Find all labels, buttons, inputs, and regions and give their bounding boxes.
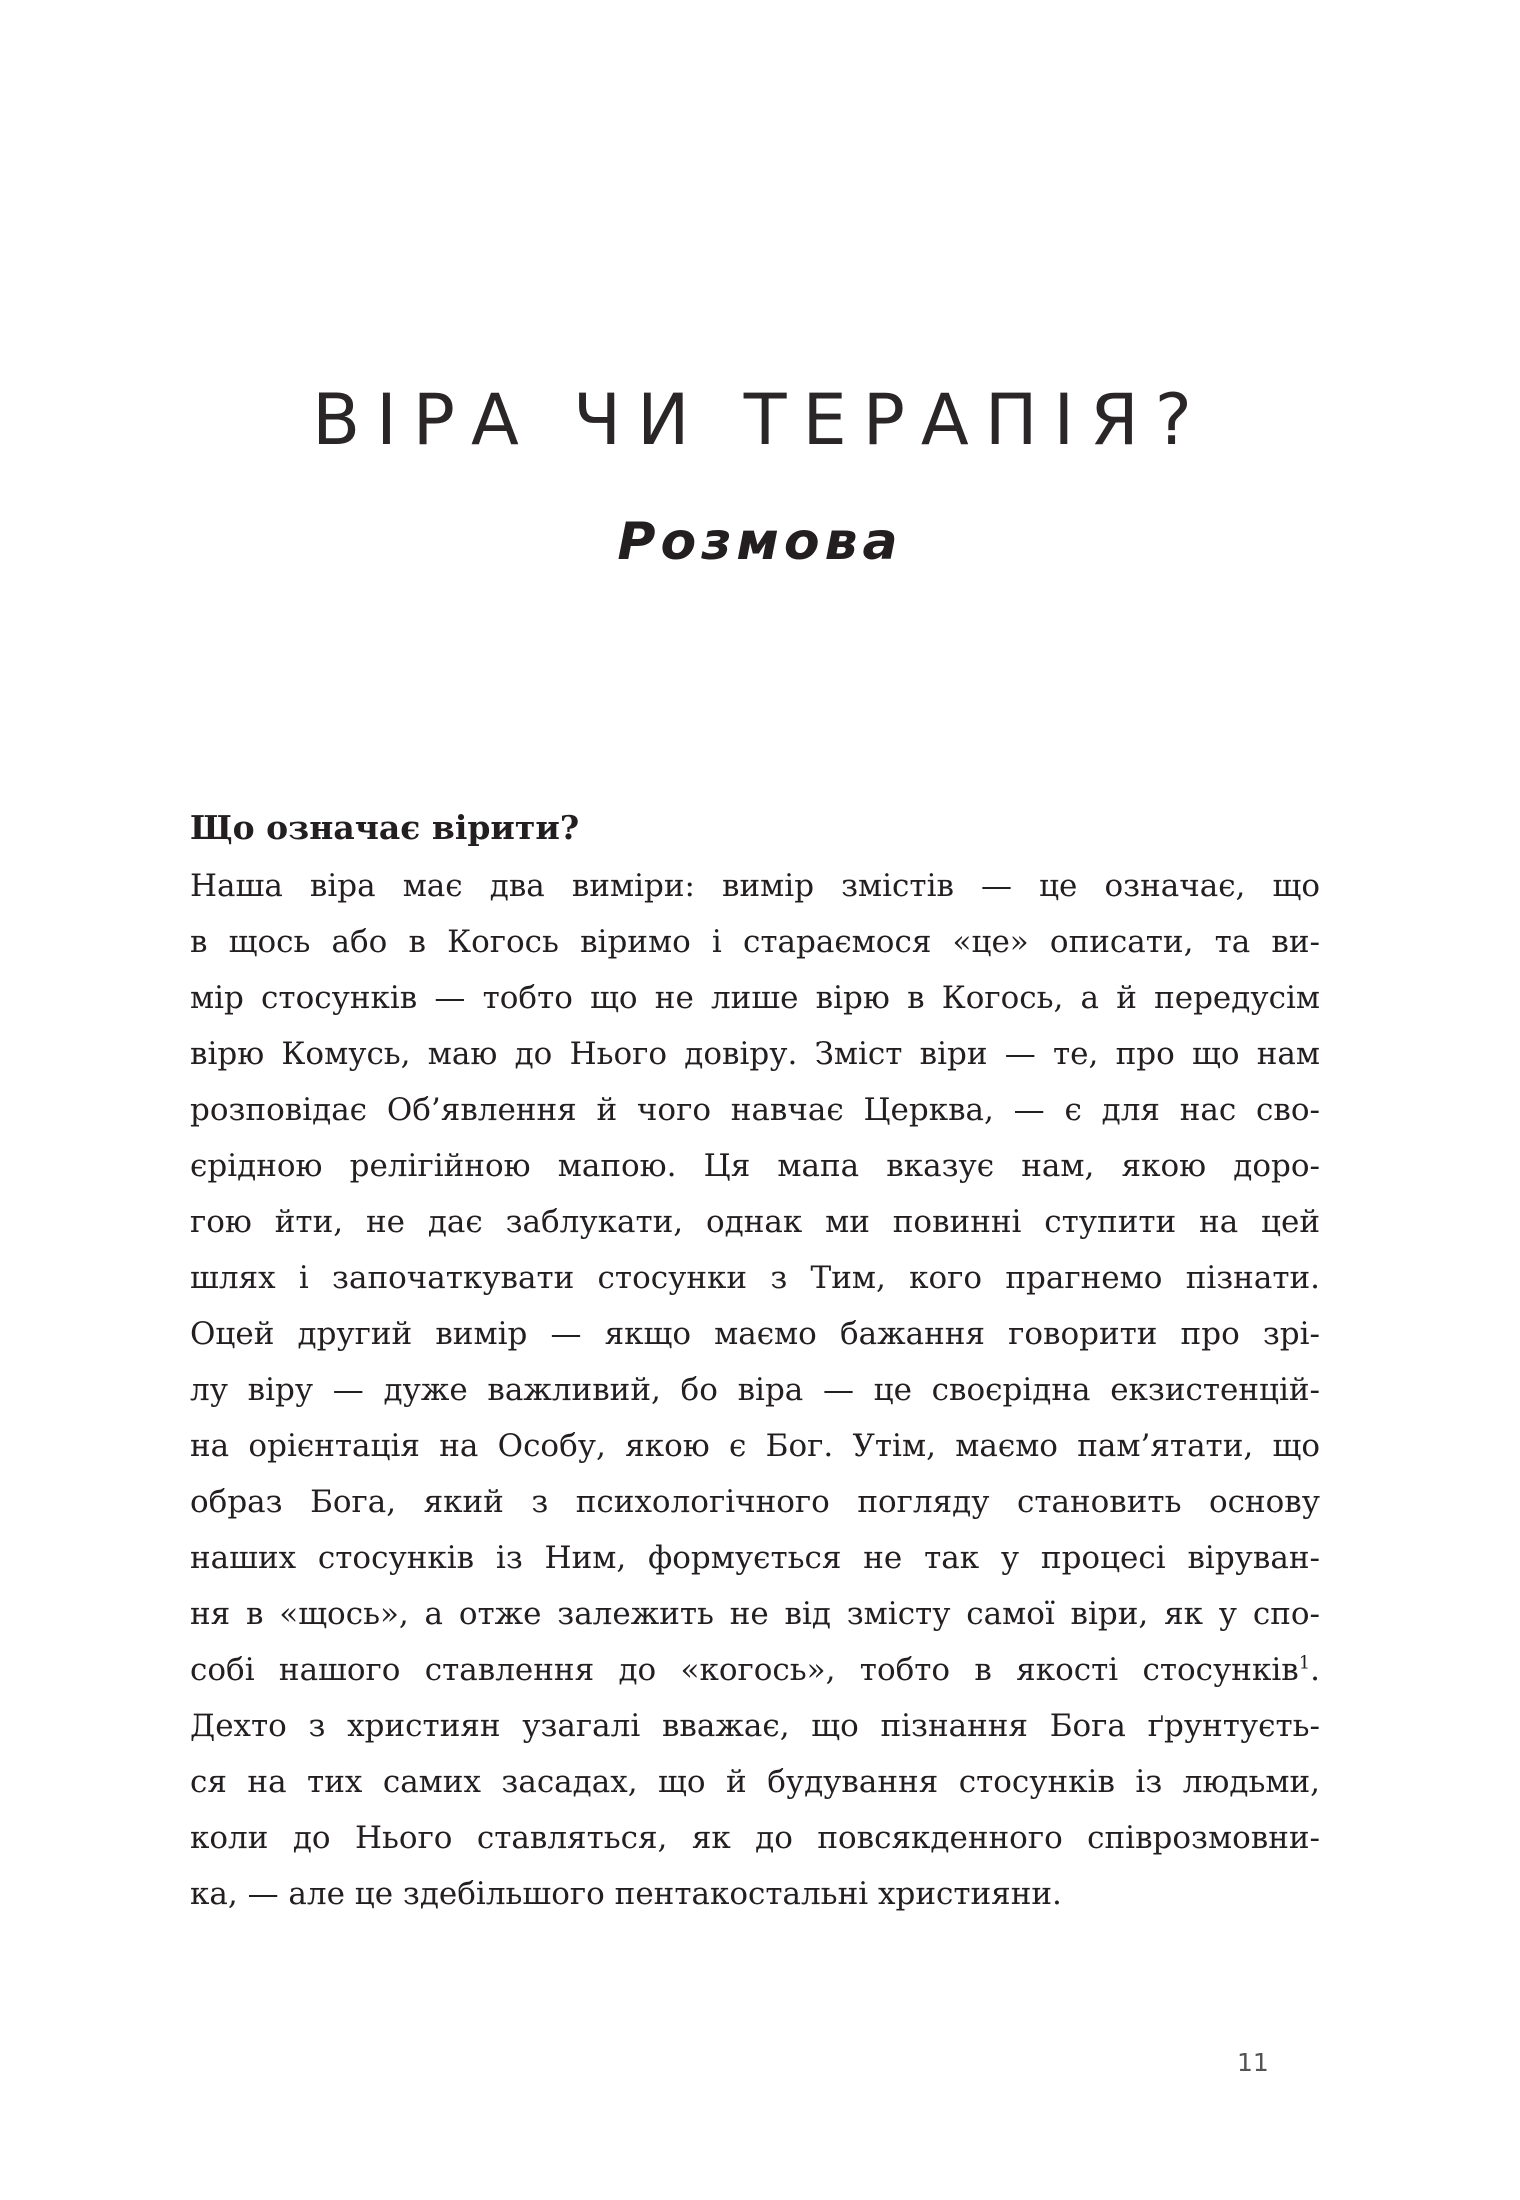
text-line: лу віру — дуже важливий, бо віра — це своєрідна екзистенцій-	[190, 1372, 1320, 1408]
text-line: на орієнтація на Особу, якою є Бог. Утім, маємо пам’ятати, що	[190, 1428, 1320, 1464]
footnote-reference[interactable]: 1	[1298, 1652, 1311, 1674]
text-line: ся на тих самих засадах, що й будування стосунків із людьми,	[190, 1764, 1320, 1800]
chapter-title: ВІРА ЧИ ТЕРАПІЯ?	[312, 379, 1208, 461]
footnote-tail-punctuation: .	[1310, 1652, 1320, 1688]
section-heading: Що означає вірити?	[190, 808, 580, 847]
body-paragraph	[190, 858, 1320, 1922]
text-line-with-footnote	[190, 1642, 1320, 1698]
text-line: в щось або в Когось віримо і стараємося «це» описати, та ви-	[190, 924, 1320, 960]
text-line: коли до Нього ставляться, як до повсякденного співрозмовни-	[190, 1820, 1320, 1856]
text-line: ня в «щось», а отже залежить не від змісту самої віри, як у спо-	[190, 1596, 1320, 1632]
text-line: вірю Комусь, маю до Нього довіру. Зміст віри — те, про що нам	[190, 1036, 1320, 1072]
text-line: ка, — але це здебільшого пентакостальні християни.	[190, 1876, 1062, 1912]
text-line: образ Бога, який з психологічного погляду становить основу	[190, 1484, 1320, 1520]
text-line: Дехто з християн узагалі вважає, що пізнання Бога ґрунтуєть-	[190, 1708, 1320, 1744]
text-line: розповідає Об’явлення й чого навчає Церква, — є для нас сво-	[190, 1092, 1320, 1128]
text-line: гою йти, не дає заблукати, однак ми повинні ступити на цей	[190, 1204, 1320, 1240]
text-line: наших стосунків із Ним, формується не так у процесі віруван-	[190, 1540, 1320, 1576]
text-line: Оцей другий вимір — якщо маємо бажання говорити про зрі-	[190, 1316, 1320, 1352]
page-number: 11	[1237, 2048, 1269, 2077]
text-line: єрідною релігійною мапою. Ця мапа вказує нам, якою доро-	[190, 1148, 1320, 1184]
chapter-subtitle: Розмова	[617, 512, 903, 572]
text-line: мір стосунків — тобто що не лише вірю в Когось, а й передусім	[190, 980, 1320, 1016]
text-line-content: собі нашого ставлення до «когось», тобто в якості стосунків	[190, 1652, 1299, 1688]
text-line: шлях і започаткувати стосунки з Тим, кого прагнемо пізнати.	[190, 1260, 1320, 1296]
text-line: Наша віра має два виміри: вимір змістів — це означає, що	[190, 868, 1320, 904]
